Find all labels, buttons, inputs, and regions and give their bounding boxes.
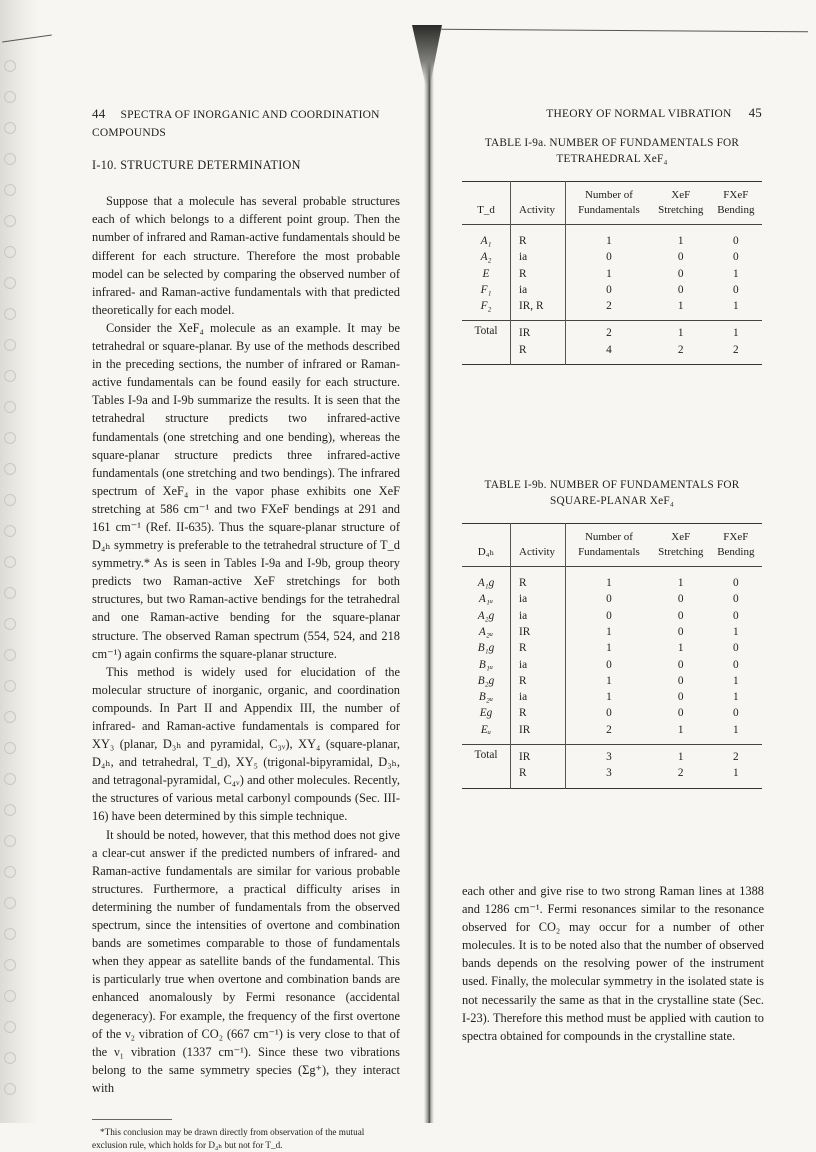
- header-cell: Number of Fundamentals: [578, 189, 640, 216]
- binding-hole: [4, 401, 16, 413]
- footnote: *This conclusion may be drawn directly from observation of the mutual exclusion rule, which holds for D₄ₕ but not for T_d.: [92, 1126, 365, 1150]
- table-row: [462, 689, 762, 705]
- table-cell: 0: [677, 267, 684, 280]
- table-row: [462, 266, 762, 282]
- table-cell: IR: [511, 745, 566, 766]
- table-cell: 1: [606, 235, 612, 247]
- table-cell: 0: [733, 593, 739, 606]
- table-total-row: [462, 321, 762, 342]
- page-number: 45: [748, 105, 762, 120]
- binding-hole: [4, 60, 16, 72]
- table-cell: 0: [733, 658, 739, 671]
- binding-hole: [4, 525, 16, 537]
- table-cell: A₂ᵤ: [462, 624, 511, 640]
- total-label: Total: [462, 321, 511, 342]
- table-cell: R: [511, 640, 566, 656]
- table-cell: 1: [677, 300, 684, 313]
- table-cell: 0: [606, 609, 612, 622]
- table-cell: ia: [511, 608, 566, 624]
- table-cell: 0: [677, 609, 684, 622]
- table-row: [462, 722, 762, 745]
- table-cell: 1: [652, 321, 710, 342]
- footnote-rule: [92, 1119, 172, 1120]
- header-cell: T_d: [462, 182, 511, 225]
- table-cell: B₁g: [462, 640, 511, 656]
- table-header-row: [462, 524, 762, 567]
- body-paragraph: It should be noted, however, that this method does not give a clear-cut answer if the predicted numbers of infrared- and Raman-active fundamentals are similar for various probable structures. Furthermore, a practical difficulty arises in determining the number of fundamentals from the observed spectrum, since the intensities of overtone and combination bands are sometimes comparable to those of fundamentals when they appear as satellite bands of the fundamental. This is particularly true when overtone and combination bands are enhanced anomalously by Fermi resonance (accidental degeneracy). For example, the frequency of the first overtone of the ν₂ vibration of CO₂ (667 cm⁻¹) is very close to that of the ν₁ vibration (1337 cm⁻¹). Since these two vibrations belong to the same symmetry species (Σg⁺), they interact with: [92, 827, 400, 1095]
- table-cell: 1: [606, 577, 612, 590]
- table-cell: 0: [733, 283, 739, 296]
- binding-hole: [4, 1021, 16, 1033]
- table-total-row: [462, 765, 762, 788]
- binding-hole: [4, 804, 16, 816]
- running-head-text: SPECTRA OF INORGANIC AND COORDINATION COMPOUNDS: [92, 109, 380, 140]
- book-gutter: [424, 25, 434, 1123]
- binding-hole: [4, 463, 16, 475]
- table-row: [462, 624, 762, 640]
- table-cell: 1: [710, 321, 762, 342]
- binding-hole: [4, 1052, 16, 1064]
- table-cell: A₂: [462, 249, 511, 265]
- table-cell: 0: [606, 593, 612, 606]
- table-cell: 2: [677, 767, 684, 780]
- table-cell: 1: [733, 300, 739, 313]
- binding-hole: [4, 1083, 16, 1095]
- binding-hole: [4, 339, 16, 351]
- table-cell: 1: [733, 691, 739, 704]
- table-cell: 1: [677, 235, 684, 247]
- table-cell: R: [511, 567, 566, 592]
- table-cell: ia: [511, 591, 566, 607]
- table-cell: 1: [652, 745, 710, 766]
- running-head-right: [462, 105, 762, 121]
- header-cell: FXeF Bending: [717, 531, 755, 559]
- binding-hole: [4, 184, 16, 196]
- table-cell: 2: [733, 343, 739, 356]
- body-paragraph: Consider the XeF₄ molecule as an example. It may be tetrahedral or square-planar. By use of the methods described in the preceding sections, the number of infrared or Raman-active fundamentals can be found easily for each structure. Tables I-9a and I-9b summarize the results. It is seen that the tetrahedral structure predicts two infrared-active fundamentals (one stretching and one bending), whereas the square-planar structure predicts three infrared-active fundamentals (one stretching and two bendings). The infrared spectrum of XeF₄ in the vapor phase exhibits one XeF stretching at 586 cm⁻¹ and two FXeF bendings at 291 and 161 cm⁻¹ (Ref. II-635). Thus the square-planar structure of D₄ₕ symmetry is preferable to the tetrahedral structure of T_d symmetry.* As is seen in Tables I-9a and I-9b, group theory predicts two Raman-active XeF stretchings for both structures, but two Raman-active bendings for the tetrahedral and one Raman-active bending for the square-planar structure. The observed Raman spectrum (554, 524, and 218 cm⁻¹) again confirms the square-planar structure.: [92, 320, 400, 661]
- table-cell: 0: [677, 707, 684, 720]
- table-cell: 0: [733, 235, 739, 247]
- table-cell: R: [511, 673, 566, 689]
- table-cell: 0: [733, 577, 739, 590]
- table-row: [462, 298, 762, 321]
- table-cell: 0: [677, 674, 684, 687]
- table-total-row: [462, 745, 762, 766]
- table-cell: 2: [677, 343, 684, 356]
- table-cell: R: [511, 266, 566, 282]
- table-cell: 0: [677, 251, 684, 264]
- binding-hole: [4, 959, 16, 971]
- table-row: [462, 282, 762, 298]
- table-row: [462, 657, 762, 673]
- table-caption: TABLE I-9a. NUMBER OF FUNDAMENTALS FOR TETRAHEDRAL XeF₄: [484, 137, 740, 165]
- table-cell: 3: [566, 745, 652, 766]
- table-cell: 0: [677, 625, 684, 638]
- table-cell: 1: [606, 267, 612, 280]
- table-cell: F₂: [462, 298, 511, 321]
- binding-hole: [4, 866, 16, 878]
- table-cell: R: [511, 342, 566, 365]
- running-head-left: [92, 105, 400, 142]
- table-cell: A₁g: [462, 567, 511, 592]
- binding-hole: [4, 277, 16, 289]
- table-cell: 0: [606, 707, 612, 720]
- table-cell: ia: [511, 657, 566, 673]
- header-cell: Activity: [511, 182, 566, 225]
- header-cell: Activity: [511, 524, 566, 567]
- running-head-text: THEORY OF NORMAL VIBRATION: [546, 108, 732, 120]
- table-cell: 1: [733, 723, 739, 736]
- table-cell: 1: [606, 642, 612, 655]
- table-cell: A₂g: [462, 608, 511, 624]
- total-label: [462, 342, 511, 365]
- binding-hole: [4, 91, 16, 103]
- binding-hole: [4, 742, 16, 754]
- table-row: [462, 608, 762, 624]
- header-cell: Number of Fundamentals: [578, 531, 640, 559]
- binding-hole: [4, 215, 16, 227]
- table-cell: 2: [710, 745, 762, 766]
- binding-hole: [4, 773, 16, 785]
- table-cell: 2: [606, 300, 612, 313]
- binding-hole: [4, 494, 16, 506]
- table-cell: 1: [677, 723, 684, 736]
- left-page: [92, 105, 400, 1152]
- binding-hole: [4, 649, 16, 661]
- binding-hole: [4, 432, 16, 444]
- binding-hole: [4, 711, 16, 723]
- binding-hole: [4, 680, 16, 692]
- table-cell: 1: [677, 642, 684, 655]
- table-cell: 1: [677, 577, 684, 590]
- binding-hole: [4, 308, 16, 320]
- table-cell: 1: [733, 267, 739, 280]
- table-cell: 0: [733, 642, 739, 655]
- table-cell: B₂g: [462, 673, 511, 689]
- binding-hole: [4, 897, 16, 909]
- table-cell: 0: [677, 283, 684, 296]
- table-row: [462, 225, 762, 250]
- table-cell: 1: [733, 625, 739, 638]
- body-paragraph: This method is widely used for elucidation of the molecular structure of inorganic, organic, and coordination compounds. In Part II and Appendix III, the number of infrared- and Raman-active fundamentals is compared for XY₃ (planar, D₃ₕ and pyramidal, C₃ᵥ), XY₄ (square-planar, D₄ₕ, and tetrahedral, T_d), XY₅ (trigonal-bipyramidal, D₃ₕ, and tetragonal-pyramidal, C₄ᵥ) and other molecules. Recently, the structures of various metal carbonyl compounds (Sec. III-16) have been determined by this simple technique.: [92, 664, 400, 824]
- table-cell: 0: [677, 691, 684, 704]
- binding-hole: [4, 370, 16, 382]
- table-cell: 0: [677, 593, 684, 606]
- table-row: [462, 640, 762, 656]
- table-cell: ia: [511, 282, 566, 298]
- binding-hole: [4, 835, 16, 847]
- binding-hole: [4, 587, 16, 599]
- section-title: I-10. STRUCTURE DETERMINATION: [92, 158, 301, 173]
- continuation-paragraph: each other and give rise to two strong Raman lines at 1388 and 1286 cm⁻¹. Fermi resonances similar to the resonance observed for CO₂ may occur for a number of other molecules. It is to be noted also that the number of observed bands depends on the resolving power of the instrument used. Finally, the molecular symmetry in the isolated state is not necessarily the same as that in the crystalline state (Sec. I-23). Therefore this method must be applied with caution to spectra obtained for compounds in the crystalline state.: [462, 884, 764, 1043]
- table-row: [462, 567, 762, 592]
- body-paragraph: Suppose that a molecule has several probable structures each of which belongs to a different point group. Then the number of infrared and Raman-active fundamentals should be different for each structure. Therefore the most probable model can be selected by comparing the observed number of infrared- and Raman-active fundamentals with that predicted theoretically for each model.: [92, 194, 400, 317]
- table-cell: E: [462, 266, 511, 282]
- table-cell: B₂ᵤ: [462, 689, 511, 705]
- table-cell: IR: [511, 321, 566, 342]
- binding-holes: [4, 60, 18, 1114]
- page-number: 44: [92, 106, 106, 121]
- table-cell: 0: [606, 658, 612, 671]
- table-cell: 1: [733, 767, 739, 780]
- gutter-shadow: [412, 25, 442, 85]
- table-cell: A₁ᵤ: [462, 591, 511, 607]
- table-cell: 0: [733, 609, 739, 622]
- table-cell: 2: [566, 321, 652, 342]
- table-cell: R: [511, 765, 566, 788]
- table-cell: 1: [606, 691, 612, 704]
- total-label: [462, 765, 511, 788]
- table-cell: B₁ᵤ: [462, 657, 511, 673]
- table-cell: 3: [606, 767, 612, 780]
- table-row: [462, 591, 762, 607]
- table-row: [462, 673, 762, 689]
- table-cell: ia: [511, 249, 566, 265]
- table-cell: 0: [606, 283, 612, 296]
- header-cell: FXeF Bending: [717, 189, 755, 216]
- table-cell: ia: [511, 689, 566, 705]
- table-tetrahedral: [462, 181, 762, 365]
- right-page: [462, 105, 762, 789]
- binding-hole: [4, 246, 16, 258]
- scan-edge-line-right: [440, 29, 808, 33]
- table-cell: Eᵤ: [462, 722, 511, 745]
- table-cell: 0: [606, 251, 612, 264]
- table-row: [462, 249, 762, 265]
- binding-hole: [4, 928, 16, 940]
- table-cell: R: [511, 705, 566, 721]
- binding-hole: [4, 153, 16, 165]
- binding-hole: [4, 122, 16, 134]
- header-cell: XeF Stretching: [658, 531, 704, 559]
- table-cell: Eg: [462, 705, 511, 721]
- table-cell: R: [511, 225, 566, 250]
- table-total-row: [462, 342, 762, 365]
- table-cell: 0: [677, 658, 684, 671]
- binding-hole: [4, 556, 16, 568]
- table-header-row: [462, 182, 762, 225]
- binding-hole: [4, 990, 16, 1002]
- table-cell: 1: [733, 674, 739, 687]
- table-row: [462, 705, 762, 721]
- table-cell: 0: [733, 251, 739, 264]
- table-cell: F₁: [462, 282, 511, 298]
- header-cell: XeF Stretching: [658, 189, 704, 216]
- table-caption: TABLE I-9b. NUMBER OF FUNDAMENTALS FOR SQUARE-PLANAR XeF₄: [484, 479, 740, 508]
- table-cell: 4: [606, 343, 612, 356]
- table-cell: 2: [606, 723, 612, 736]
- table-cell: A₁: [462, 225, 511, 250]
- total-label: Total: [462, 745, 511, 766]
- table-cell: IR: [511, 722, 566, 745]
- table-square-planar: [462, 523, 762, 789]
- header-cell: D₄ₕ: [462, 524, 511, 567]
- table-cell: 1: [606, 674, 612, 687]
- table-cell: 1: [606, 625, 612, 638]
- binding-hole: [4, 618, 16, 630]
- table-cell: IR: [511, 624, 566, 640]
- table-cell: 0: [733, 707, 739, 720]
- table-cell: IR, R: [511, 298, 566, 321]
